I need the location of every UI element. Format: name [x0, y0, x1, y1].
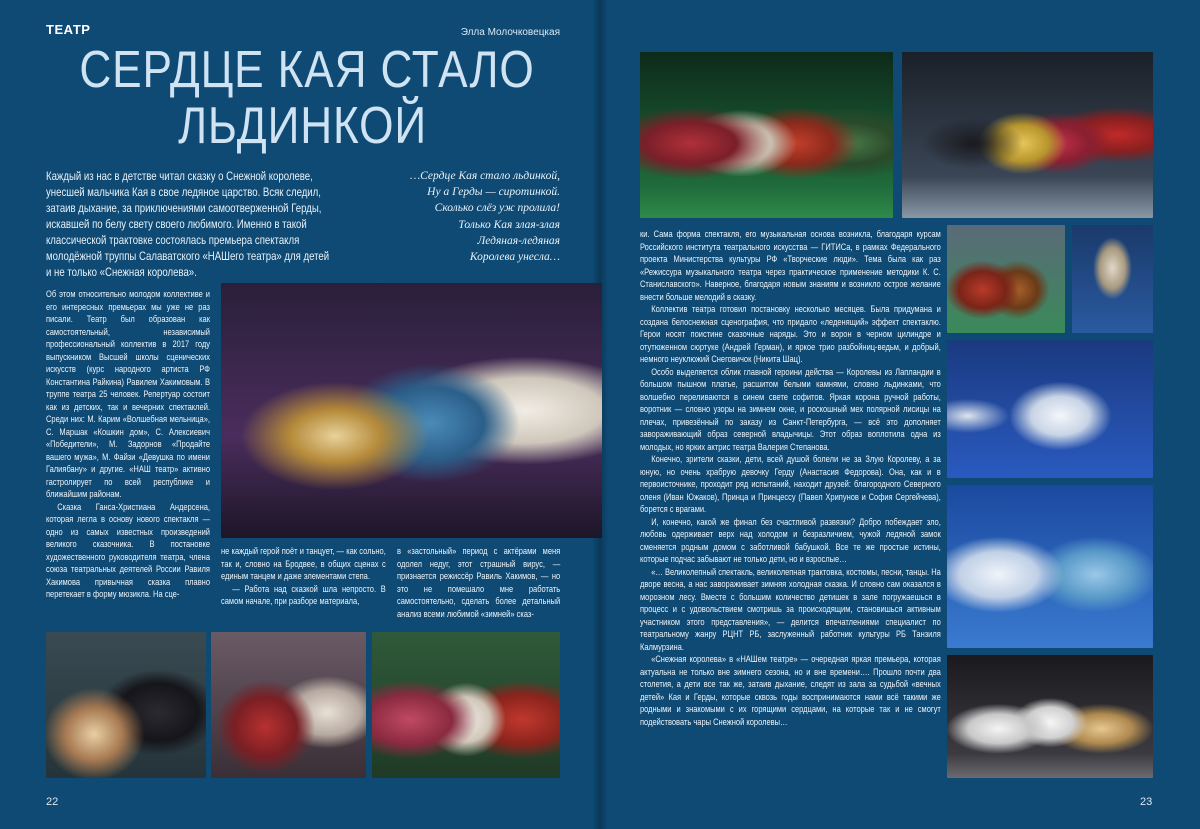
stage-photo-right-1	[640, 52, 893, 218]
paragraph: — Работа над сказкой шла непросто. В самом начале, при разборе материала,	[221, 582, 386, 606]
paragraph: Сказка Ганса-Христиана Андерсена, которая легла в основу нового спектакля — одно из самых известных произведений великого сказочника. В постановке художественного руководителя театра, члена союза театральных деятелей России Равиля Хакимова привычная сказка плавно перетекает в форму мюзикла. На сце-	[46, 500, 211, 599]
paragraph: не каждый герой поёт и танцует, — как сольно, так и, словно на Бродвее, в общих сценах с единым танцем и даже элементами степа.	[221, 545, 386, 581]
paragraph: И, конечно, какой же финал без счастливой развязки? Добро побеждает зло, любовь одерживает верх над холодом и безразличием, чужой ледяной замок сменяется родным домом с заботливой бабушкой. Все те же простые истины, которые подчас забывают не только дети, но и взрослые…	[640, 515, 941, 564]
text-column-3	[397, 545, 560, 620]
poem-line: Сколько слёз уж пролила!	[434, 202, 560, 215]
title-line-2: ЛЬДИНКОЙ	[178, 97, 427, 155]
poem-line: …Сердце Кая стало льдинкой,	[409, 170, 560, 182]
author-name: Элла Молочковецкая	[460, 27, 560, 38]
paragraph: Особо выделяется облик главной героини действа — Королевы из Лапландии в большом пышном платье, расшитом белыми камнями, словно льдинками, что волшебно переливаются в синем свете софитов. Яркая корона ручной работы, воротник — словно узоры на зимнем окне, и роскошный мех полярной лисицы на плечах, привезённый по заказу из Санкт-Петербурга, — всё это дополняет завораживающий образ северной владычицы. Этот образ воплотила одна из молодых, но ярких актрис театра Валерия Степанова.	[640, 365, 941, 452]
poem-line: Ну а Герды — сиротинкой.	[427, 186, 560, 199]
stage-photo-right-3	[947, 225, 1065, 333]
text-column-1	[46, 288, 210, 601]
section-label: ТЕАТР	[46, 22, 91, 37]
page-number-left: 22	[46, 796, 59, 808]
stage-photo-right-7	[947, 655, 1153, 778]
paragraph: Об этом относительно молодом коллективе и его интересных премьерах мы уже не раз писали. Театр был образован как самостоятельный, независимый профессиональный коллектив в 2017 году выпускником Высшей школы сценических искусств (курс народного артиста РФ Константина Райкина) Равилем Хакимовым. В труппе театра 25 человек. Репертуар состоит как из детских, так и вечерних спектаклей. Среди них: М. Карим «Волшебная мельница», С. Маршак «Кошкин дом», С. Алексиевич «Победители», М. Задорнов «Продайте вашего мужа», М. Файзи «Девушка по имени Галиябану» и другие. «НАШ театр» активно гастролирует по всей республике и ближайшим районам.	[46, 288, 210, 499]
article-title	[40, 42, 565, 154]
page-number-right: 23	[1140, 796, 1153, 808]
paragraph: Конечно, зрители сказки, дети, всей душой болели не за Злую Королеву, а за юную, но очень храбрую девочку Герду (Анастасия Федорова). Она, как и в первоисточнике, проходит ряд испытаний, находит друзей: благородного Северного оленя (Иван Южаков), Принца и Принцессу (Павел Хрипунов и София Сергейчева), борется с врагами.	[640, 453, 941, 514]
text-column-2	[221, 545, 386, 608]
epigraph-poem	[390, 168, 560, 265]
stage-photo-right-6	[947, 485, 1153, 648]
paragraph: в «застольный» период с актёрами меня одолел недуг, этот страшный вирус, — признается режиссёр Равиль Хакимов, — но это не помешало мне работать самостоятельно, сделать более детальный анализ всеми любимой «зимней» сказ-	[397, 545, 561, 619]
stage-photo-right-2	[902, 52, 1153, 218]
stage-photo-right-4	[1072, 225, 1153, 333]
paragraph: «… Великолепный спектакль, великолепная трактовка, костюмы, песни, танцы. На дворе весна, а нас завораживает зимняя холодная сказка. И словно сам оказался в морозном лесу. Вместе с большим количество детишек в зале погружаешься в процесс и с удовольствием смотришь за происходящим, становишься активным участником этого представления», — делится впечатлениями специалист по театральному жанру РЦНТ РБ, заслуженный работник культуры РБ Танзиля Калмурзина.	[640, 565, 941, 652]
stage-photo-main	[221, 283, 602, 538]
stage-photo-bottom-3	[372, 632, 560, 778]
paragraph: «Снежная королева» в «НАШем театре» — очередная яркая премьера, которая актуальна не только вне зимнего сезона, но и вне времени…. Прошло почти два столетия, а дети все так же, затаив дыхание, следят из зала за судьбой «вечных детей» Кая и Герды, которые сквозь годы воспринимаются нами всё такими же родными и знакомыми с их горящими сердцами, на которые так и не смогут подействовать чары Снежной королевы…	[640, 653, 941, 727]
stage-photo-right-5	[947, 340, 1153, 478]
poem-line: Ледяная-ледяная	[477, 234, 560, 247]
paragraph: ки. Сама форма спектакля, его музыкальная основа возникла, благодаря курсам Российского института театрального искусства — ГИТИСа, в рамках Федерального проекта Министерства культуры РФ «Творческие люди». Тема была как раз «Режиссура музыкального театра через практическое применение методики К. С. Станиславского». Наверное, благодаря новым знаниям и возникло острое желание внести больше мелодий в сказку.	[640, 228, 941, 302]
paragraph: Коллектив театра готовил постановку несколько месяцев. Была придумана и создана белоснежная сценография, что придало «леденящий» эффект спектаклю. Герои носят поистине сказочные наряды. Это и ворон в черном цилиндре и отутюженном сюртуке (Андрей Герман), и яркое трио разбойниц-ведьм, и добрый, немного неуклюжий Снеговичок (Никита Шац).	[640, 303, 941, 364]
stage-photo-bottom-1	[46, 632, 206, 778]
intro-paragraph: Каждый из нас в детстве читал сказку о Снежной королеве, унесшей мальчика Кая в свое ледяное царство. Всяк следил, затаив дыхание, за приключениями самоотверженной Герды, искавшей по белу свету своего любимого. Именно в такой классической трактовке состоялась премьера спектакля молодёжной труппы Салаватского «НАШего театра» для детей и не только «Снежная королева».	[46, 169, 330, 279]
poem-line: Только Кая злая-злая	[458, 218, 560, 231]
text-column-right	[640, 228, 941, 728]
title-line-1: СЕРДЦЕ КАЯ СТАЛО	[79, 41, 535, 99]
poem-line: Королева унесла…	[469, 251, 560, 264]
stage-photo-bottom-2	[211, 632, 366, 778]
